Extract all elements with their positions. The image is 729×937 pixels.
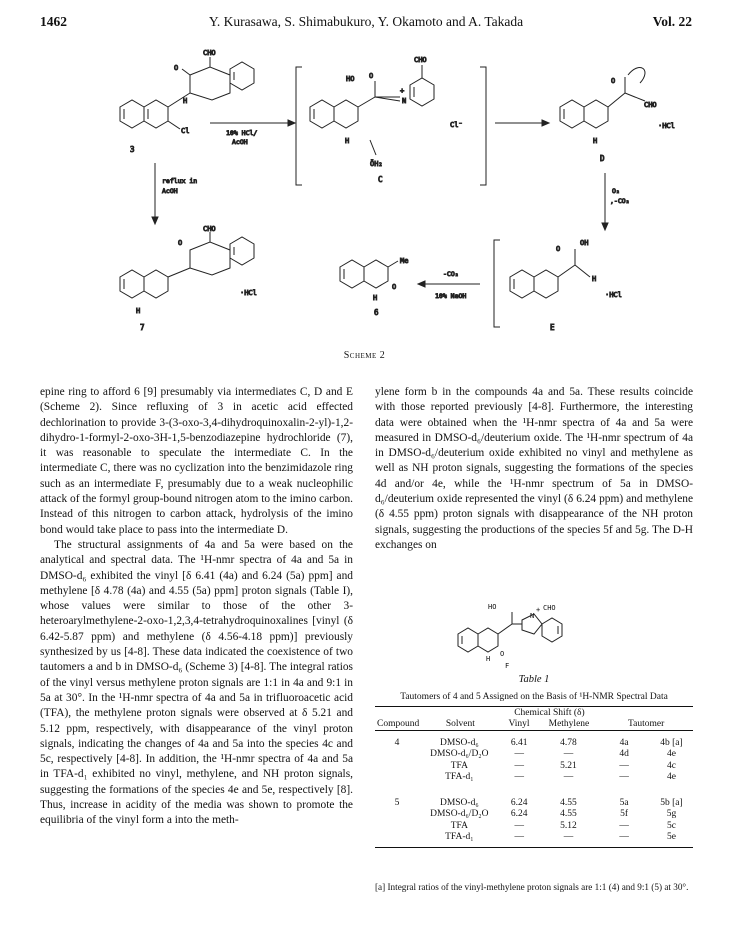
volume-label: Vol. 22 xyxy=(652,14,692,29)
compound-D-label: D xyxy=(600,154,605,163)
scheme-caption: Scheme 2 xyxy=(343,350,386,361)
sC-cho: CHO xyxy=(414,56,427,64)
s6-me: Me xyxy=(400,257,409,265)
left-column xyxy=(40,385,353,829)
cell-tautomer-a: — xyxy=(619,772,629,783)
s3-h: H xyxy=(183,97,188,105)
cell-solvent: TFA xyxy=(450,820,468,831)
sD-cho: CHO xyxy=(644,101,657,109)
cond-step2-a: reflux in xyxy=(162,177,198,185)
s7-hcl: ·HCl xyxy=(240,289,257,297)
cond-step1-b: AcOH xyxy=(232,138,248,146)
cell-tautomer-a: 4d xyxy=(619,749,629,760)
bracket-right-C xyxy=(480,67,486,185)
left-paragraph-1: epine ring to afford 6 [9] presumably via intermediates C, D and E (Scheme 2). Since refluxing of 3 in acetic acid effected dechlorination to provide 3-(3-oxo-3,4-dihydroquinoxalin-2-yl)-1,2-dihydro-1-formyl-2-oxo-3H-1,5-benzodiazepine hydrochloride (7), it was reasonable to speculate the intermediate C. In the intermediate C, there was no cyclization into the benzimidazole ring such as an intermediate F, presumably due to a weak nucleophilic attack of the formyl group-bound nitrogen atom to the imino carbon. Instead of this nitrogen to carbon attack, hydrolysis of the imino bond would take place to pass into the intermediate D. xyxy=(40,386,353,536)
header-compound: Compound xyxy=(377,719,420,730)
cell-tautomer-b: 5g xyxy=(666,809,677,820)
arrowhead-E-to-6 xyxy=(418,281,425,287)
table-row xyxy=(375,749,693,761)
cond-step4-b: 10% NaOH xyxy=(435,292,467,300)
cell-vinyl: 6.24 xyxy=(510,797,528,808)
table-title: Table 1 xyxy=(518,674,550,685)
table-body xyxy=(375,707,693,730)
table-data xyxy=(375,731,693,847)
left-paragraph-2: The structural assignments of 4a and 5a were based on the analytical and spectral data. The ¹H-nmr spectra of 4a and 5a in DMSO-d₆ exhibited the vinyl [δ 6.41 (4a) and 6.24 (5a) ppm] and methylene [δ 4.78 (4a) and 4.55 (5a) ppm] proton signals (Table I), whose values were similar to those of the other 3-heteroarylmethylene-2-oxo-1,2,3,4-tetrahydroquinoxalines [vinyl (δ 6.42-5.87 ppm) and methylene (δ 4.56-4.18 ppm)] previously synthesized by us [4-8]. These data indicated the coexistence of two tautomers a and b in DMSO-d₆ (Scheme 3) [4-8]. The integral ratios of the vinyl versus methylene proton signals are 1:1 in 4a and 9:1 in 5a at 30°. In the ¹H-nmr spectra of 4a and 5a in trifluoroacetic acid (TFA), the methylene proton signals were observed at δ 5.21 and 5.12 ppm, respectively, with disappearance of the vinyl proton signals, indicating the changes of 4a and 5a into the species 4c and 5c, respectively [4-8]. In addition, the ¹H-nmr spectra of 4a and 5a in TFA-d₁ exhibited no vinyl, methylene, and NH proton signals, suggesting the formations of the species 4e and 5e, respectively [8]. Thus, increase in acidity of the media was shown to promote the equilibria of the vinyl form a into the meth- xyxy=(40,538,353,827)
compound-5: 5 xyxy=(394,797,400,808)
cell-tautomer-b: 5b [a] xyxy=(660,797,683,808)
running-header xyxy=(40,14,692,32)
f-h: H xyxy=(486,655,491,663)
sE-oh: OH xyxy=(580,239,589,247)
cell-solvent: DMSO-d₆ xyxy=(439,797,479,808)
cond-step3-b: ,-CO₂ xyxy=(610,197,630,205)
structure-F-label: F xyxy=(505,662,510,670)
header-methylene: Methylene xyxy=(548,719,590,730)
arrowhead-D-to-E xyxy=(602,223,608,230)
table-1 xyxy=(375,706,693,848)
table-row xyxy=(375,832,693,844)
structure-7 xyxy=(120,232,254,298)
sE-hcl: ·HCl xyxy=(605,291,622,299)
cond-step2-b: AcOH xyxy=(162,187,178,195)
cell-tautomer-b: 5e xyxy=(667,832,676,843)
cell-tautomer-a: 5a xyxy=(619,797,629,808)
cell-vinyl: — xyxy=(514,749,524,760)
cell-tautomer-b: 4c xyxy=(667,760,676,771)
table-caption: Tautomers of 4 and 5 Assigned on the Basis of ¹H-NMR Spectral Data xyxy=(400,692,668,702)
table-row xyxy=(375,809,693,821)
bracket-left-E xyxy=(494,240,500,327)
sD-hcl: ·HCl xyxy=(658,122,675,130)
cell-methylene: 4.78 xyxy=(560,737,577,748)
s7-h: H xyxy=(136,307,141,315)
header-tautomer: Tautomer xyxy=(628,719,665,730)
sE-h: H xyxy=(592,275,597,283)
table-header-row xyxy=(375,719,693,731)
table-row xyxy=(375,737,693,749)
cell-solvent: DMSO-d₆ xyxy=(439,737,479,748)
compound-E-label: E xyxy=(550,323,555,332)
s7-o: O xyxy=(178,239,183,247)
cell-methylene: 5.12 xyxy=(560,820,577,831)
cell-solvent: TFA xyxy=(450,760,468,771)
table-row xyxy=(375,797,693,809)
cell-methylene: — xyxy=(563,749,574,760)
running-authors: Y. Kurasawa, S. Shimabukuro, Y. Okamoto and A. Takada xyxy=(208,14,524,29)
cell-solvent: TFA-d₁ xyxy=(445,832,474,843)
cell-methylene: 4.55 xyxy=(560,797,577,808)
sD-o: O xyxy=(611,77,616,85)
structure-D xyxy=(560,67,645,128)
cell-tautomer-b: 4b [a] xyxy=(660,737,683,748)
cond-step3-a: O₂ xyxy=(612,187,620,195)
cell-methylene: — xyxy=(563,772,574,783)
cell-tautomer-b: 5c xyxy=(667,820,676,831)
cond-step4-a: -CO₂ xyxy=(443,270,459,278)
sC-oh2: ÖH₂ xyxy=(370,160,383,168)
scheme-2-figure xyxy=(40,45,700,345)
arrowhead-3-to-7 xyxy=(152,217,158,224)
f-o: O xyxy=(500,650,505,658)
cond-step1-a: 10% HCl/ xyxy=(226,129,258,137)
sD-h: H xyxy=(593,137,598,145)
compound-7-label: 7 xyxy=(140,323,145,332)
table-footnote: [a] Integral ratios of the vinyl-methylene proton signals are 1:1 (4) and 9:1 (5) at 30°. xyxy=(375,882,689,892)
compound-3-label: 3 xyxy=(130,145,135,154)
f-plus: + xyxy=(536,606,541,614)
s6-o: O xyxy=(392,283,397,291)
cell-vinyl: — xyxy=(514,832,524,843)
right-paragraph-1: ylene form b in the compounds 4a and 5a. These results coincide with those reported previously [4-8]. Furthermore, the interesting data were obtained when the ¹H-nmr spectra of 4a and 5a were measured in DMSO-d₆/deuterium oxide. The ¹H-nmr spectrum of 4a in DMSO-d₆/deuterium oxide exhibited no vinyl and methylene as well as NH proton signals, suggesting the formations of the species 4d and/or 4e, while the ¹H-nmr spectrum of 5a in DMSO-d₆/deuterium oxide represented the vinyl (δ 6.24 ppm) and methylene (δ 4.55 ppm) proton signals with disappearance of the NH proton signals, suggesting the productions of the species 5f and 5g. The D-H exchanges on xyxy=(375,386,693,551)
structure-F-figure xyxy=(450,596,580,676)
s3-o: O xyxy=(174,64,179,72)
header-solvent: Solvent xyxy=(445,719,475,730)
sC-plus: + xyxy=(400,87,405,95)
cell-tautomer-a: 4a xyxy=(619,737,629,748)
arrowhead-C-to-D xyxy=(542,120,549,126)
f-ho: HO xyxy=(488,603,497,611)
cell-vinyl: 6.41 xyxy=(510,737,528,748)
cell-tautomer-a: — xyxy=(619,832,629,843)
page-number: 1462 xyxy=(40,14,67,29)
structure-3 xyxy=(120,57,254,129)
cell-tautomer-a: — xyxy=(619,820,629,831)
cell-vinyl: — xyxy=(514,760,524,771)
s3-cl: Cl xyxy=(181,127,190,135)
cell-tautomer-a: — xyxy=(619,760,629,771)
sE-o: O xyxy=(556,245,561,253)
cell-vinyl: 6.24 xyxy=(510,809,528,820)
cell-solvent: DMSO-d₆/D₂O xyxy=(430,749,489,760)
scheme-2-drawing xyxy=(40,45,700,345)
sC-h: H xyxy=(345,137,350,145)
cell-methylene: — xyxy=(563,832,574,843)
group-header: Chemical Shift (δ) xyxy=(514,707,585,718)
f-cho: CHO xyxy=(543,604,556,612)
header-vinyl: Vinyl xyxy=(508,719,530,730)
cell-methylene: 5.21 xyxy=(560,760,577,771)
compound-4: 4 xyxy=(394,737,400,748)
table-row xyxy=(375,820,693,832)
cell-solvent: TFA-d₁ xyxy=(445,772,474,783)
structure-6 xyxy=(340,260,398,288)
cell-vinyl: — xyxy=(514,772,524,783)
table-row xyxy=(375,760,693,772)
sC-n: N xyxy=(402,97,407,105)
sC-o: O xyxy=(369,72,374,80)
sC-ho: HO xyxy=(346,75,355,83)
s7-cho: CHO xyxy=(203,225,216,233)
arrowhead-3-to-C xyxy=(288,120,295,126)
s3-cho: CHO xyxy=(203,49,216,57)
structure-F-drawing xyxy=(450,596,580,676)
structure-E xyxy=(510,249,590,298)
cell-methylene: 4.55 xyxy=(560,809,577,820)
right-column xyxy=(375,385,693,553)
bracket-left-C xyxy=(296,67,302,185)
cell-tautomer-b: 4e xyxy=(667,749,676,760)
s6-h: H xyxy=(373,294,378,302)
compound-6-label: 6 xyxy=(374,308,379,317)
f-n: N xyxy=(530,612,535,620)
cell-tautomer-a: 5f xyxy=(620,809,629,820)
cell-vinyl: — xyxy=(514,820,524,831)
compound-C-label: C xyxy=(378,175,383,184)
sC-cl: Cl⁻ xyxy=(450,121,463,129)
cell-solvent: DMSO-d₆/D₂O xyxy=(430,809,489,820)
table-row xyxy=(375,772,693,784)
table-bottom-rule xyxy=(375,847,693,848)
cell-tautomer-b: 4e xyxy=(667,772,676,783)
